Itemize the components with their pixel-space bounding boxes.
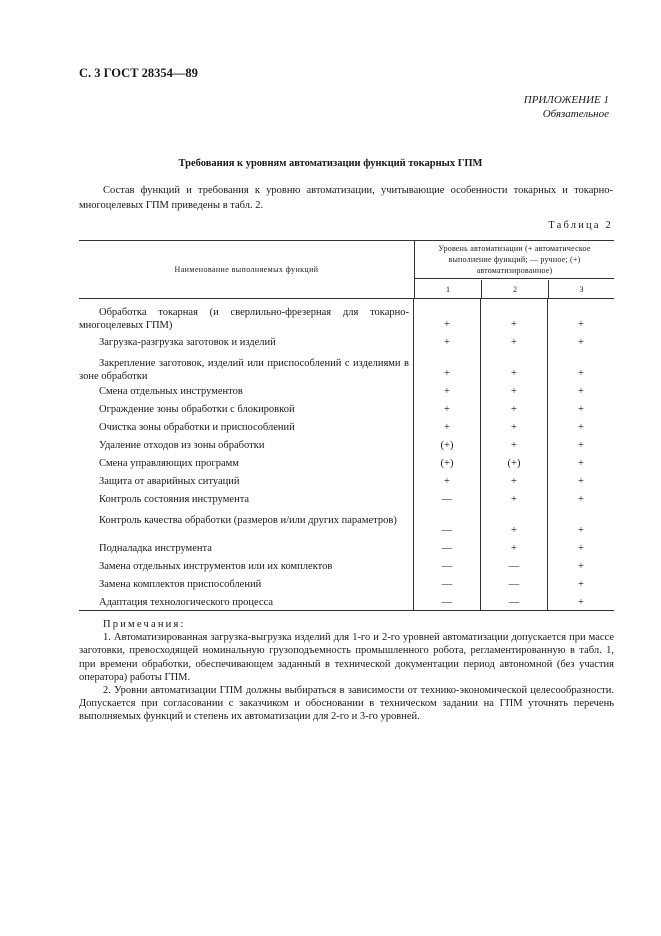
- section-title: Требования к уровням автоматизации функций токарных ГПМ: [178, 158, 483, 169]
- note-item: 1. Автоматизированная загрузка-выгрузка изделий для 1-го и 2-го уровней автоматизации допускается при массе заготовки, превосходящей номинальную грузоподъемность промышленного робота, регламентированную в табл. 1, при времени обработки, обеспечивающем заданный в технической документации период автономной (без участия оператора) работы ГПМ.: [79, 632, 614, 683]
- level-number-2: 2: [482, 280, 549, 298]
- function-name-cell: Закрепление заготовок, изделий или приспособлений с изделиями в зоне обработки: [79, 350, 414, 381]
- table-row: [79, 332, 614, 350]
- level-1-cell: +: [414, 350, 481, 381]
- level-2-cell: +: [481, 471, 548, 489]
- table-row: [79, 399, 614, 417]
- level-2-cell: —: [481, 556, 548, 574]
- level-2-cell: +: [481, 381, 548, 399]
- level-1-cell: —: [414, 592, 481, 610]
- level-2-cell: +: [481, 399, 548, 417]
- level-3-cell: +: [578, 476, 584, 487]
- function-name-cell: Замена комплектов приспособлений: [79, 574, 414, 592]
- table-row: [79, 381, 614, 399]
- level-1-cell: +: [414, 299, 481, 332]
- table-row: [79, 489, 614, 507]
- table-caption: Таблица 2: [548, 220, 613, 231]
- level-1-cell: —: [414, 574, 481, 592]
- function-name-cell: Контроль состояния инструмента: [79, 489, 414, 507]
- table-row: [79, 417, 614, 435]
- level-2-cell: +: [481, 417, 548, 435]
- level-number-3: 3: [579, 284, 584, 294]
- level-3-cell: +: [578, 404, 584, 415]
- notes-heading: Примечания:: [103, 619, 186, 630]
- function-name-cell: Очистка зоны обработки и приспособлений: [79, 417, 414, 435]
- table-row: [79, 350, 614, 381]
- level-1-cell: +: [414, 399, 481, 417]
- column-header-level: Уровень автоматизации (+ автоматическое выполнение функций; — ручное; (+) автоматизированное): [415, 241, 614, 279]
- level-2-cell: +: [481, 435, 548, 453]
- table-row: [79, 556, 614, 574]
- level-3-cell: +: [578, 458, 584, 469]
- level-2-cell: +: [481, 350, 548, 381]
- level-3-cell: +: [578, 525, 584, 536]
- table-row: [79, 574, 614, 592]
- level-3-cell: +: [578, 422, 584, 433]
- intro-paragraph: Состав функций и требования к уровню автоматизации, учитывающие особенности токарных и токарно-многоцелевых ГПМ приведены в табл. 2.: [79, 185, 613, 211]
- level-2-cell: +: [481, 507, 548, 538]
- function-name-cell: Замена отдельных инструментов или их комплектов: [79, 556, 414, 574]
- table-row: [79, 435, 614, 453]
- function-name-cell: Удаление отходов из зоны обработки: [79, 435, 414, 453]
- level-3-cell: +: [578, 440, 584, 451]
- note-item: 2. Уровни автоматизации ГПМ должны выбираться в зависимости от технико-экономической целесообразности. Допускается при согласовании с заказчиком и обосновании в техническом задании на ГПМ уточнять перечень выполняемых функций и степень их автоматизации для 2-го и 3-го уровней.: [79, 685, 614, 723]
- level-2-cell: (+): [481, 453, 548, 471]
- level-3-cell: +: [578, 368, 584, 379]
- level-3-cell: +: [578, 494, 584, 505]
- level-3-cell: +: [578, 319, 584, 330]
- function-name-cell: Защита от аварийных ситуаций: [79, 471, 414, 489]
- level-3-cell: +: [578, 597, 584, 608]
- level-1-cell: —: [414, 489, 481, 507]
- notes: [79, 618, 614, 724]
- function-name-cell: Ограждение зоны обработки с блокировкой: [79, 399, 414, 417]
- level-2-cell: +: [481, 489, 548, 507]
- level-3-cell: +: [578, 579, 584, 590]
- level-3-cell: +: [578, 561, 584, 572]
- level-number-1: 1: [415, 280, 482, 298]
- level-2-cell: +: [481, 332, 548, 350]
- function-name-cell: Обработка токарная (и сверлильно-фрезерная для токарно-многоцелевых ГПМ): [79, 299, 414, 332]
- function-name-cell: Загрузка-разгрузка заготовок и изделий: [79, 332, 414, 350]
- level-1-cell: —: [414, 538, 481, 556]
- level-1-cell: +: [414, 471, 481, 489]
- table-row: [79, 471, 614, 489]
- table-row: [79, 507, 614, 538]
- table-row: [79, 592, 614, 610]
- level-1-cell: —: [414, 507, 481, 538]
- function-name-cell: Адаптация технологического процесса: [79, 592, 414, 610]
- function-name-cell: Смена управляющих программ: [79, 453, 414, 471]
- level-1-cell: +: [414, 381, 481, 399]
- function-name-cell: Смена отдельных инструментов: [79, 381, 414, 399]
- table-row: [79, 538, 614, 556]
- level-3-cell: +: [578, 386, 584, 397]
- column-header-functions: Наименование выполняемых функций: [79, 241, 415, 298]
- automation-table: [79, 240, 614, 611]
- level-2-cell: —: [481, 574, 548, 592]
- level-1-cell: —: [414, 556, 481, 574]
- level-3-cell: +: [578, 543, 584, 554]
- level-2-cell: +: [481, 299, 548, 332]
- level-2-cell: +: [481, 538, 548, 556]
- table-body: [79, 299, 614, 610]
- level-3-cell: +: [578, 337, 584, 348]
- level-2-cell: —: [481, 592, 548, 610]
- appendix-label: [524, 93, 609, 121]
- level-1-cell: (+): [414, 435, 481, 453]
- function-name-cell: Контроль качества обработки (размеров и/или других параметров): [79, 507, 414, 538]
- table-row: [79, 453, 614, 471]
- table-bottom-rule: [79, 610, 614, 611]
- level-1-cell: +: [414, 417, 481, 435]
- level-1-cell: (+): [414, 453, 481, 471]
- table-header: [79, 240, 614, 299]
- appendix-title: ПРИЛОЖЕНИЕ 1: [523, 94, 609, 106]
- page-header: С. 3 ГОСТ 28354—89: [79, 66, 198, 80]
- level-1-cell: +: [414, 332, 481, 350]
- appendix-status: Обязательное: [542, 108, 609, 120]
- table-row: [79, 299, 614, 332]
- function-name-cell: Подналадка инструмента: [79, 538, 414, 556]
